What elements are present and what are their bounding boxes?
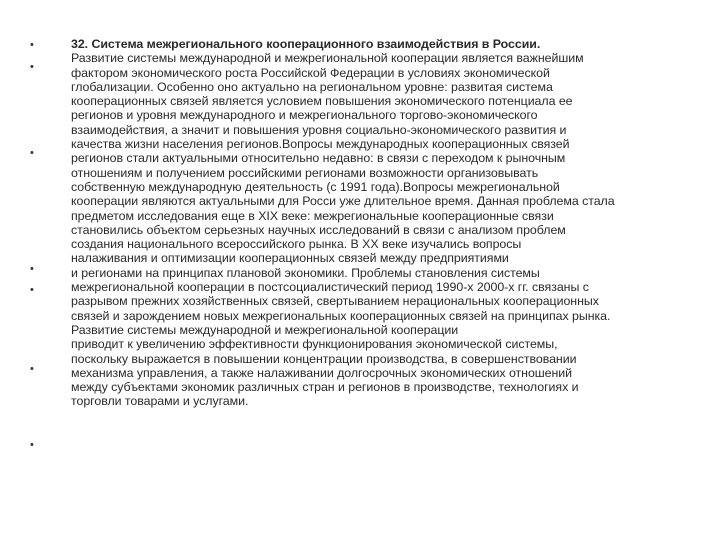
text-line: связей и зарождением новых межрегиональных кооперационных связей на принципах рынка. — [71, 308, 611, 323]
text-line: между субъектами экономик различных стран и регионов в производстве, технологиях и — [71, 380, 579, 395]
bullet-5: • — [30, 284, 34, 296]
slide-title: 32. Система межрегионального кооперационного взаимодействия в России. — [71, 37, 541, 51]
bullet-4: • — [30, 263, 34, 275]
text-line: торговли товарами и услугами. — [71, 394, 249, 409]
text-line: налаживания и оптимизации кооперационных связей между предприятиями — [71, 251, 509, 266]
text-line: создания национального всероссийского рынка. В XX веке изучались вопросы — [71, 237, 522, 252]
text-line: Развитие системы международной и межрегиональной кооперации — [71, 322, 459, 337]
text-line: приводит к увеличению эффективности функционирования экономической системы, — [71, 337, 558, 352]
text-line: Развитие системы международной и межрегиональной кооперации является важнейшим — [71, 51, 584, 66]
text-line: фактором экономического роста Российской Федерации в условиях экономической — [71, 65, 550, 80]
text-line: кооперационных связей является условием повышения экономического потенциала ее — [71, 94, 573, 109]
text-line: становились объектом серьезных научных исследований в связи с анализом проблем — [71, 222, 566, 237]
text-line: механизма управления, а также налаживании долгосрочных экономических отношений — [71, 365, 573, 380]
text-line: разрывом прежних хозяйственных связей, свертыванием нерациональных кооперационных — [71, 294, 599, 309]
text-line: отношениям и получением российскими регионами возможности организовывать — [71, 165, 539, 180]
bullet-7: • — [30, 439, 34, 451]
text-line: регионов стали актуальными относительно недавно: в связи с переходом к рыночным — [71, 151, 566, 166]
bullet-1: • — [30, 39, 34, 51]
bullet-3: • — [30, 147, 34, 159]
text-line: собственную международную деятельность (с 1991 года).Вопросы межрегиональной — [71, 179, 560, 194]
text-line: взаимодействия, а значит и повышения уровня социально-экономического развития и — [71, 122, 567, 137]
slide-body-text — [71, 37, 701, 409]
text-line: регионов и уровня международного и межрегионального торгово-экономического — [71, 108, 538, 123]
text-line: предметом исследования еще в XIX веке: межрегиональные кооперационные связи — [71, 208, 554, 223]
text-line: межрегиональной кооперации в постсоциалистический период 1990-х 2000-х гг. связаны с — [71, 280, 589, 295]
bullet-2: • — [30, 61, 34, 73]
text-line: глобализации. Особенно оно актуально на региональном уровне: развитая система — [71, 79, 553, 94]
text-line: кооперации являются актуальными для Росси уже длительное время. Данная проблема стала — [71, 194, 615, 209]
text-line: и регионами на принципах плановой экономики. Проблемы становления системы — [71, 265, 540, 280]
text-line: качества жизни населения регионов.Вопросы международных кооперационных связей — [71, 137, 570, 152]
text-line: поскольку выражается в повышении концентрации производства, в совершенствовании — [71, 351, 577, 366]
bullet-6: • — [30, 363, 34, 375]
